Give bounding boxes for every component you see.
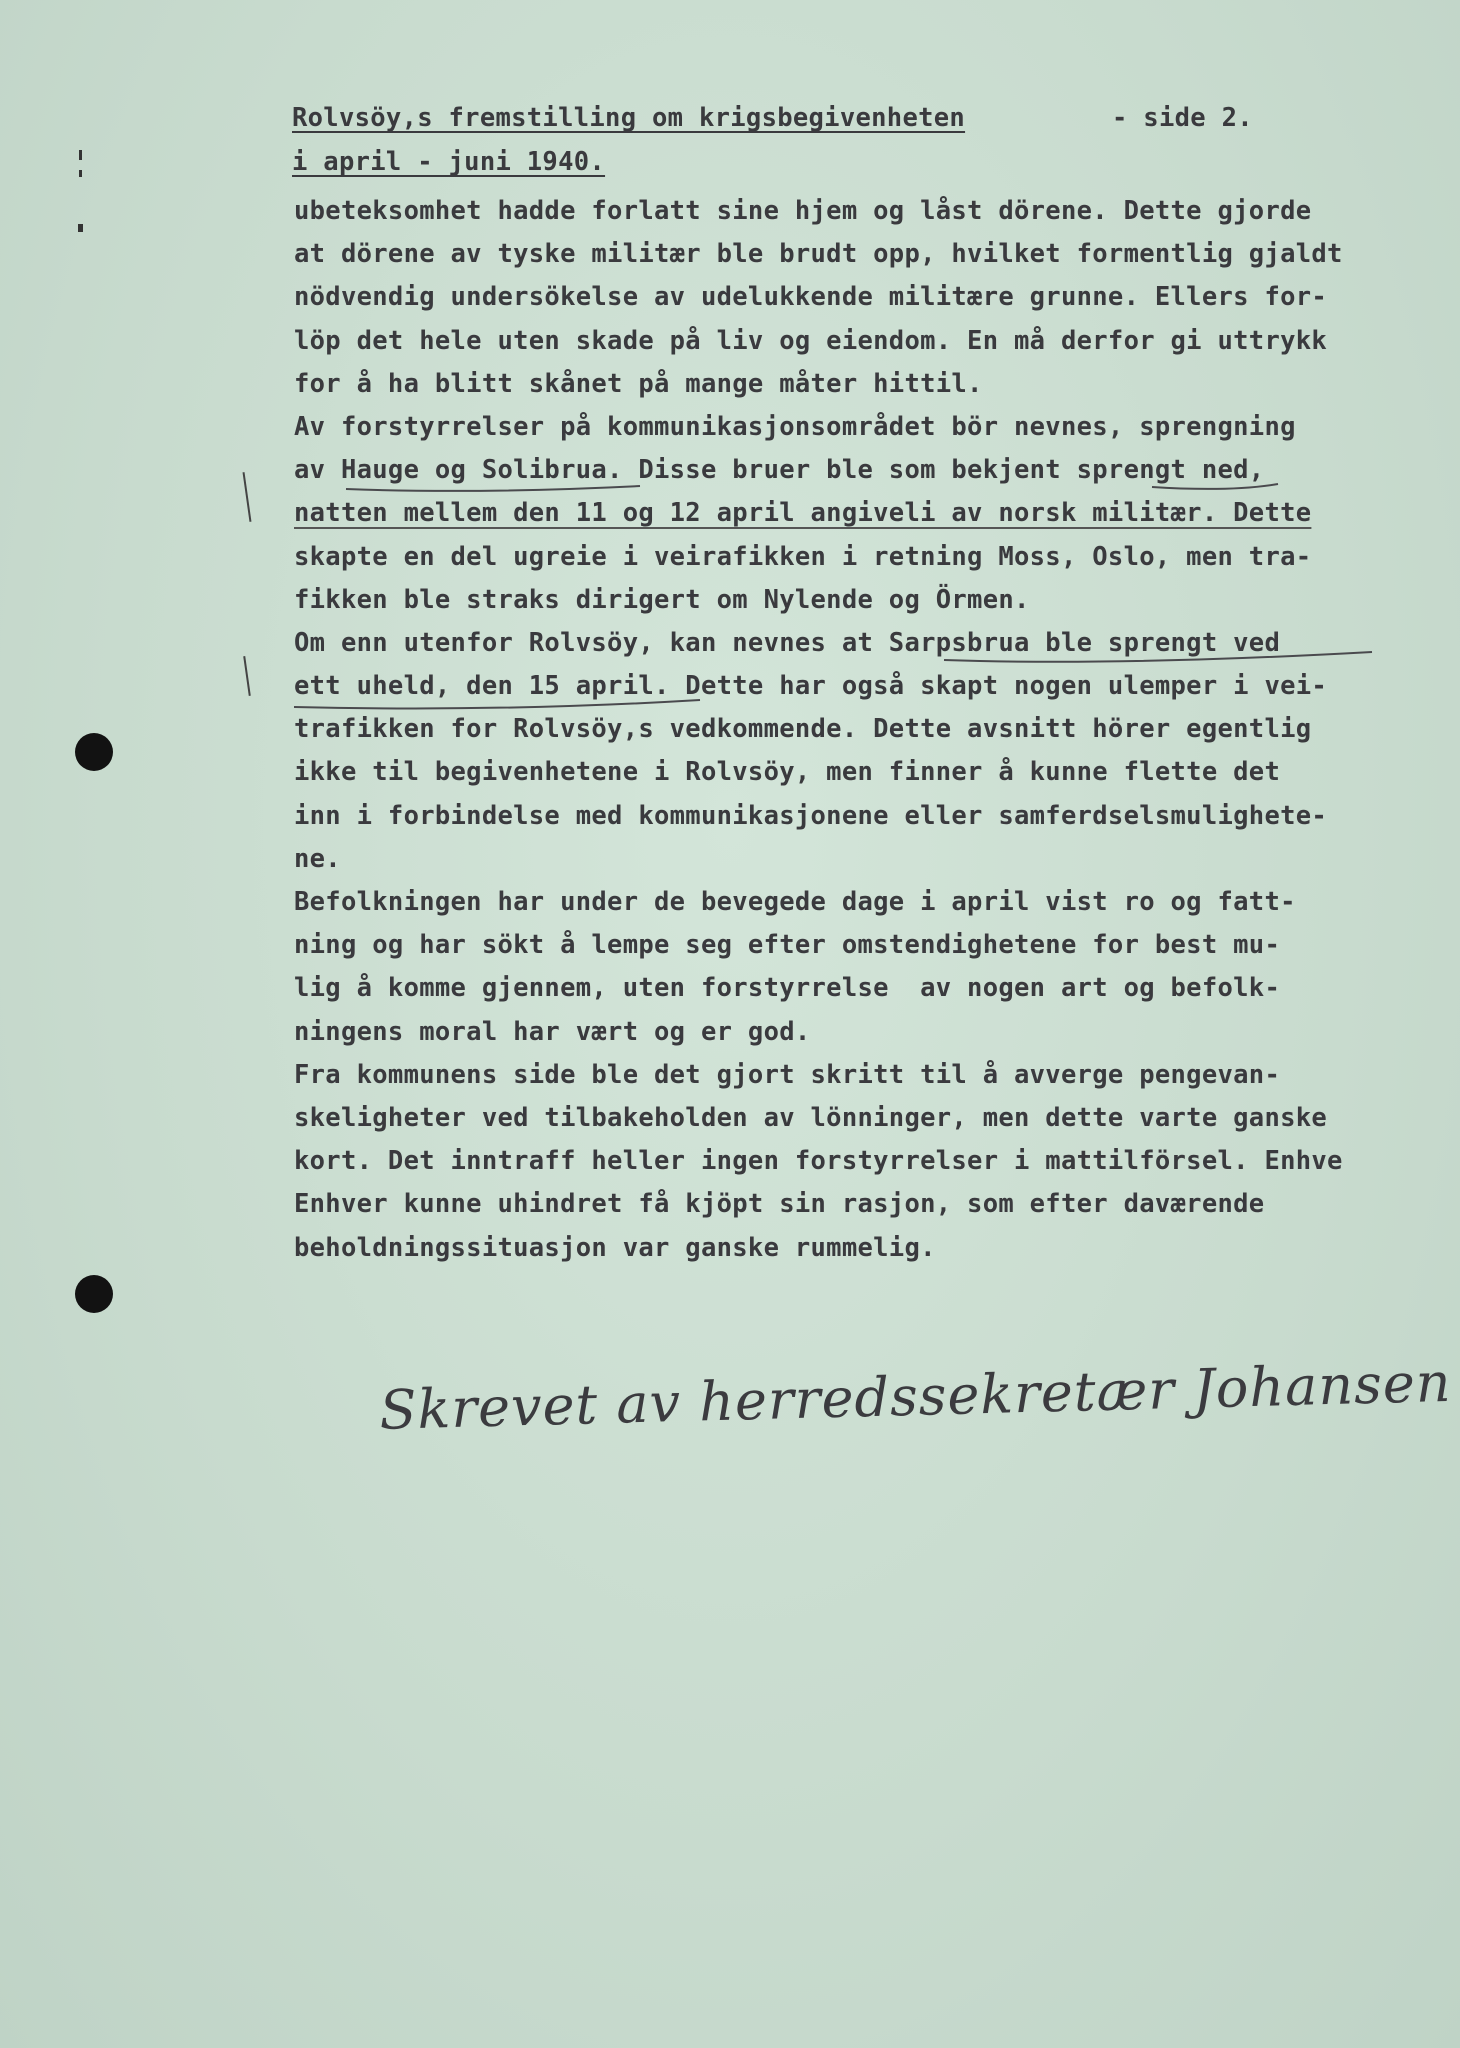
header-title-line1: Rolvsöy,s fremstilling om krigsbegivenheten — [292, 103, 966, 133]
body-text — [294, 190, 1444, 1270]
document-header — [292, 96, 1292, 184]
body-line: at dörene av tyske militær ble brudt opp, hvilket formentlig gjaldt — [294, 239, 1343, 270]
body-line: trafikken for Rolvsöy,s vedkommende. Dette avsnitt hörer egentlig — [294, 714, 1312, 745]
body-line: lig å komme gjennem, uten forstyrrelse av nogen art og befolk- — [294, 973, 1281, 1004]
margin-pencil-mark-1 — [243, 472, 252, 522]
punch-hole-bottom — [75, 1275, 113, 1313]
body-line: for å ha blitt skånet på mange måter hittil. — [294, 368, 983, 399]
body-line: Om enn utenfor Rolvsöy, kan nevnes at Sarpsbrua ble sprengt ved — [294, 627, 1281, 658]
body-line: nödvendig undersökelse av udelukkende militære grunne. Ellers for- — [294, 282, 1328, 313]
body-line: Enhver kunne uhindret få kjöpt sin rasjon, som efter daværende — [294, 1189, 1265, 1220]
body-line: inn i forbindelse med kommunikasjonene eller samferdselsmulighete- — [294, 800, 1328, 831]
body-line: Fra kommunens side ble det gjort skritt til å avverge pengevan- — [294, 1059, 1281, 1090]
page-label: - side 2. — [1112, 103, 1253, 133]
margin-tick-2 — [79, 170, 82, 177]
body-line: ikke til begivenhetene i Rolvsöy, men finner å kunne flette det — [294, 757, 1281, 788]
body-line-underlined: natten mellem den 11 og 12 april angiveli av norsk militær. Dette — [294, 498, 1312, 529]
margin-pencil-mark-2 — [243, 656, 251, 696]
body-line: skapte en del ugreie i veirafikken i retning Moss, Oslo, men tra- — [294, 541, 1312, 572]
body-line: fikken ble straks dirigert om Nylende og Örmen. — [294, 584, 1030, 615]
body-line: ett uheld, den 15 april. Dette har også skapt nogen ulemper i vei- — [294, 671, 1328, 702]
body-line: ning og har sökt å lempe seg efter omstendighetene for best mu- — [294, 930, 1281, 961]
body-line: ningens moral har vært og er god. — [294, 1016, 811, 1047]
body-line: beholdningssituasjon var ganske rummelig. — [294, 1232, 936, 1263]
body-line: ne. — [294, 843, 341, 874]
body-line: ubeteksomhet hadde forlatt sine hjem og låst dörene. Dette gjorde — [294, 196, 1312, 226]
body-line: kort. Det inntraff heller ingen forstyrrelser i mattilförsel. Enhve — [294, 1146, 1343, 1177]
body-line: Av forstyrrelser på kommunikasjonsområdet bör nevnes, sprengning — [294, 411, 1296, 442]
margin-tick-3 — [78, 224, 83, 232]
margin-tick-1 — [79, 150, 82, 160]
body-line: Befolkningen har under de bevegede dage i april vist ro og fatt- — [294, 887, 1296, 917]
punch-hole-top — [75, 733, 113, 771]
body-line: skeligheter ved tilbakeholden av lönninger, men dette varte ganske — [294, 1102, 1328, 1133]
body-line: löp det hele uten skade på liv og eiendom. En må derfor gi uttrykk — [294, 325, 1328, 356]
header-title-line2: i april - juni 1940. — [292, 147, 606, 177]
handwritten-signature: Skrevet av herredssekretær Johansen — [378, 1350, 1453, 1442]
body-line: av Hauge og Solibrua. Disse bruer ble som bekjent sprengt ned, — [294, 455, 1265, 486]
